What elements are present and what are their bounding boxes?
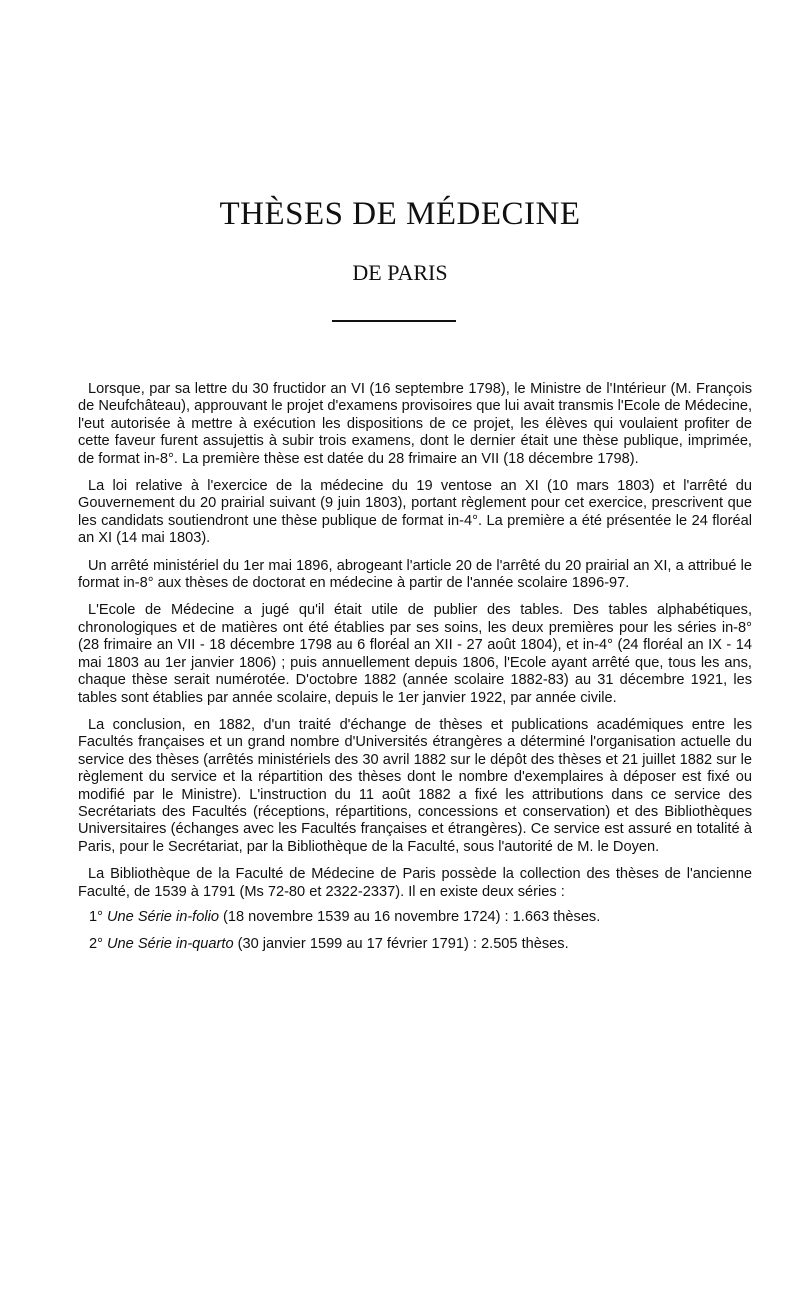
title-divider xyxy=(332,320,456,322)
series-name: Une Série in-quarto xyxy=(107,936,234,953)
paragraph-1: Lorsque, par sa lettre du 30 fructidor an VI (16 septembre 1798), le Ministre de l'Intérieur (M. François de Neufchâteau), approuvant le projet d'examens provisoires que lui avait transmis l'Ecole de Médecine, l'eut autorisée à mettre à exécution les dispositions de ce projet, les élèves qui voulaient profiter de cette faveur furent assujettis à subir trois examens, dont le dernier était une thèse publique, imprimée, de format in-8°. La première thèse est datée du 28 frimaire an VII (18 décembre 1798). xyxy=(78,381,752,467)
paragraph-4: L'Ecole de Médecine a jugé qu'il était utile de publier des tables. Des tables alphabétiques, chronologiques et de matières ont été établies par ses soins, les deux premières pour les séries in-8° (28 frimaire an VII - 18 décembre 1798 au 6 floréal an XII - 27 août 1804), et in-4° (24 floréal an IX - 14 mai 1803 au 1er janvier 1806) ; puis annuellement depuis 1806, l'Ecole ayant arrêté que, tous les ans, chaque thèse serait numérotée. D'octobre 1882 (année scolaire 1882-83) au 31 décembre 1921, les tables sont établies par année scolaire, depuis le 1er janvier 1922, par année civile. xyxy=(78,602,752,706)
series-number: 2° xyxy=(89,936,103,953)
series-detail: (30 janvier 1599 au 17 février 1791) : 2.505 thèses. xyxy=(237,936,569,953)
series-number: 1° xyxy=(89,908,103,925)
paragraph-2: La loi relative à l'exercice de la médecine du 19 ventose an XI (10 mars 1803) et l'arrêté du Gouvernement du 20 prairial suivant (9 juin 1803), portant règlement pour cet exercice, prescrivent que les candidats soutiendront une thèse publique de format in-4°. La première a été présentée le 24 floréal an XI (14 mai 1803). xyxy=(78,478,752,547)
series-item-1 xyxy=(78,909,752,926)
paragraph-5: La conclusion, en 1882, d'un traité d'échange de thèses et publications académiques entre les Facultés françaises et un grand nombre d'Universités étrangères a déterminé l'organisation actuelle du service des thèses (arrêtés ministériels des 30 avril 1882 sur le dépôt des thèses et 21 juillet 1882 sur le règlement du service et la répartition des thèses dont le nombre d'exemplaires à déposer est fixé ou modifié par le Ministre). L'instruction du 11 août 1882 a fixé les attributions dans ce service des Secrétariats des Facultés (réceptions, répartitions, concessions et conservation) et des Bibliothèques Universitaires (échanges avec les Facultés françaises et étrangères). Ce service est assuré en totalité à Paris, pour le Secrétariat, par la Bibliothèque de la Faculté, sous l'autorité de M. le Doyen. xyxy=(78,716,752,855)
page-title: THÈSES DE MÉDECINE xyxy=(219,196,581,232)
body-text xyxy=(78,381,752,964)
series-name: Une Série in-folio xyxy=(107,908,219,925)
paragraph-3: Un arrêté ministériel du 1er mai 1896, abrogeant l'article 20 de l'arrêté du 20 prairial an XI, a attribué le format in-8° aux thèses de doctorat en médecine à partir de l'année scolaire 1896-97. xyxy=(78,557,752,592)
paragraph-6: La Bibliothèque de la Faculté de Médecine de Paris possède la collection des thèses de l'ancienne Faculté, de 1539 à 1791 (Ms 72-80 et 2322-2337). Il en existe deux séries : xyxy=(78,866,752,900)
series-detail: (18 novembre 1539 au 16 novembre 1724) : 1.663 thèses. xyxy=(223,908,601,925)
page-subtitle: DE PARIS xyxy=(352,260,448,285)
series-item-2 xyxy=(78,936,752,953)
